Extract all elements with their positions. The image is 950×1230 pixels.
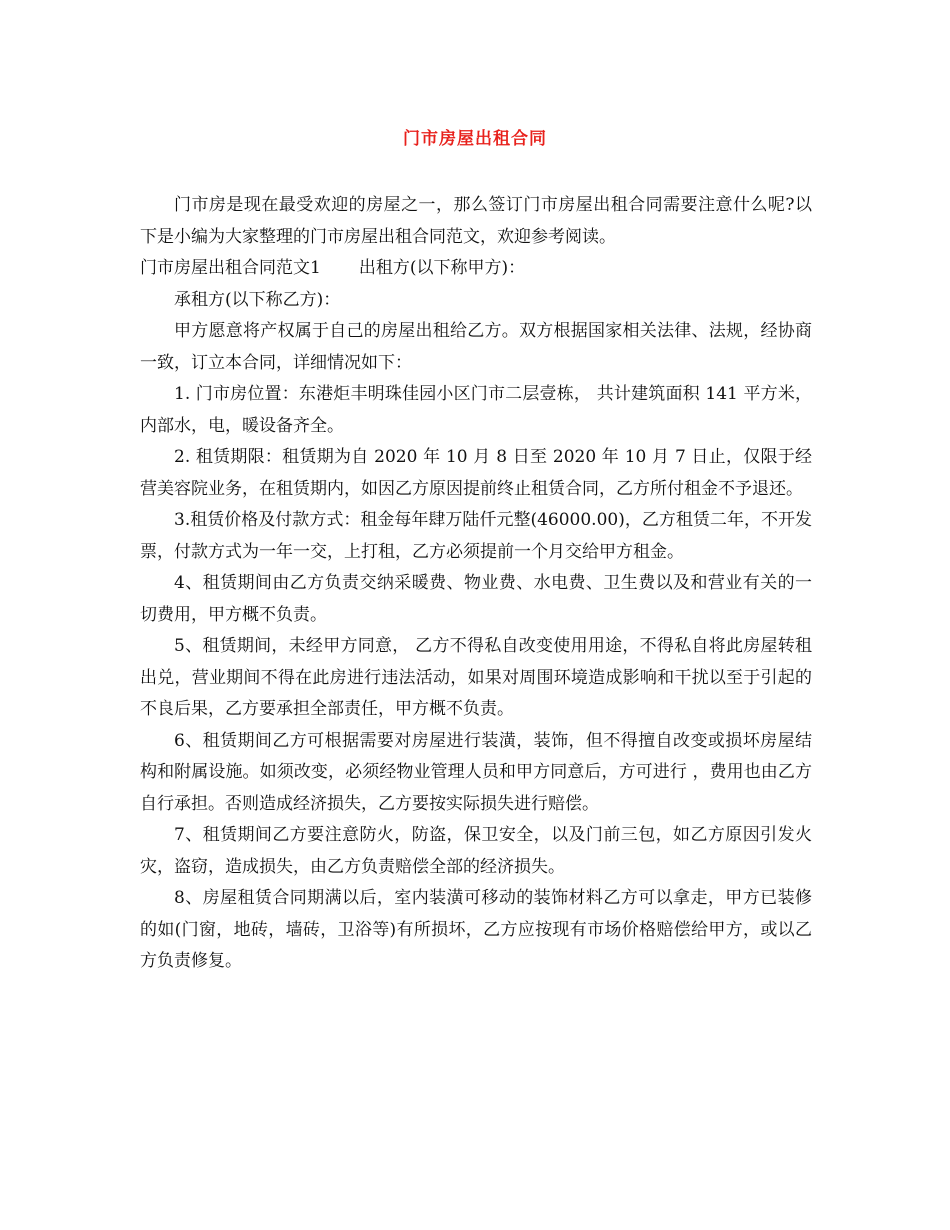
- clause-paragraph: 7、租赁期间乙方要注意防火，防盗，保卫安全，以及门前三包，如乙方原因引发火灾，盗窃，造成损失，由乙方负责赔偿全部的经济损失。: [140, 825, 812, 877]
- clause-paragraph: 2. 租赁期限：租赁期为自 2020 年 10 月 8 日至 2020 年 10 月 7 日止，仅限于经营美容院业务，在租赁期内，如因乙方原因提前终止租赁合同，乙方所付租金不予退还。: [140, 447, 812, 499]
- sample-heading: 门市房屋出租合同范文1: [140, 258, 321, 278]
- document-body: [140, 190, 812, 978]
- preamble-paragraph: 甲方愿意将产权属于自己的房屋出租给乙方。双方根据国家相关法律、法规，经协商一致，订立本合同，详细情况如下：: [140, 321, 812, 373]
- clause-paragraph: 3.租赁价格及付款方式：租金每年肆万陆仟元整(46000.00)，乙方租赁二年，不开发票，付款方式为一年一交，上打租，乙方必须提前一个月交给甲方租金。: [140, 510, 812, 562]
- document-title: 门市房屋出租合同: [403, 129, 547, 149]
- clause-paragraph: 1. 门市房位置：东港炬丰明珠佳园小区门市二层壹栋， 共计建筑面积 141 平方米，内部水，电，暖设备齐全。: [140, 384, 812, 436]
- clause-paragraph: 6、租赁期间乙方可根据需要对房屋进行装潢，装饰，但不得擅自改变或损坏房屋结构和附属设施。如须改变，必须经物业管理人员和甲方同意后，方可进行 ，费用也由乙方自行承担。否则造成经济损失，乙方要按实际损失进行赔偿。: [140, 730, 812, 814]
- party-b-label: 承租方(以下称乙方)：: [174, 289, 341, 310]
- party-a-label: 出租方(以下称甲方)：: [358, 258, 526, 278]
- sample-heading-line: [140, 253, 812, 285]
- intro-paragraph: 门市房是现在最受欢迎的房屋之一，那么签订门市房屋出租合同需要注意什么呢?以下是小编为大家整理的门市房屋出租合同范文，欢迎参考阅读。: [140, 195, 812, 247]
- clause-paragraph: 8、房屋租赁合同期满以后，室内装潢可移动的装饰材料乙方可以拿走，甲方已装修的如(门窗，地砖，墙砖，卫浴等)有所损坏，乙方应按现有市场价格赔偿给甲方，或以乙方负责修复。: [140, 888, 812, 971]
- clause-paragraph: 4、租赁期间由乙方负责交纳采暖费、物业费、水电费、卫生费以及和营业有关的一切费用，甲方概不负责。: [140, 573, 812, 625]
- clause-paragraph: 5、租赁期间，未经甲方同意， 乙方不得私自改变使用用途，不得私自将此房屋转租出兑，营业期间不得在此房进行违法活动，如果对周围环境造成影响和干扰以至于引起的不良后果，乙方要承担全部责任，甲方概不负责。: [140, 636, 812, 719]
